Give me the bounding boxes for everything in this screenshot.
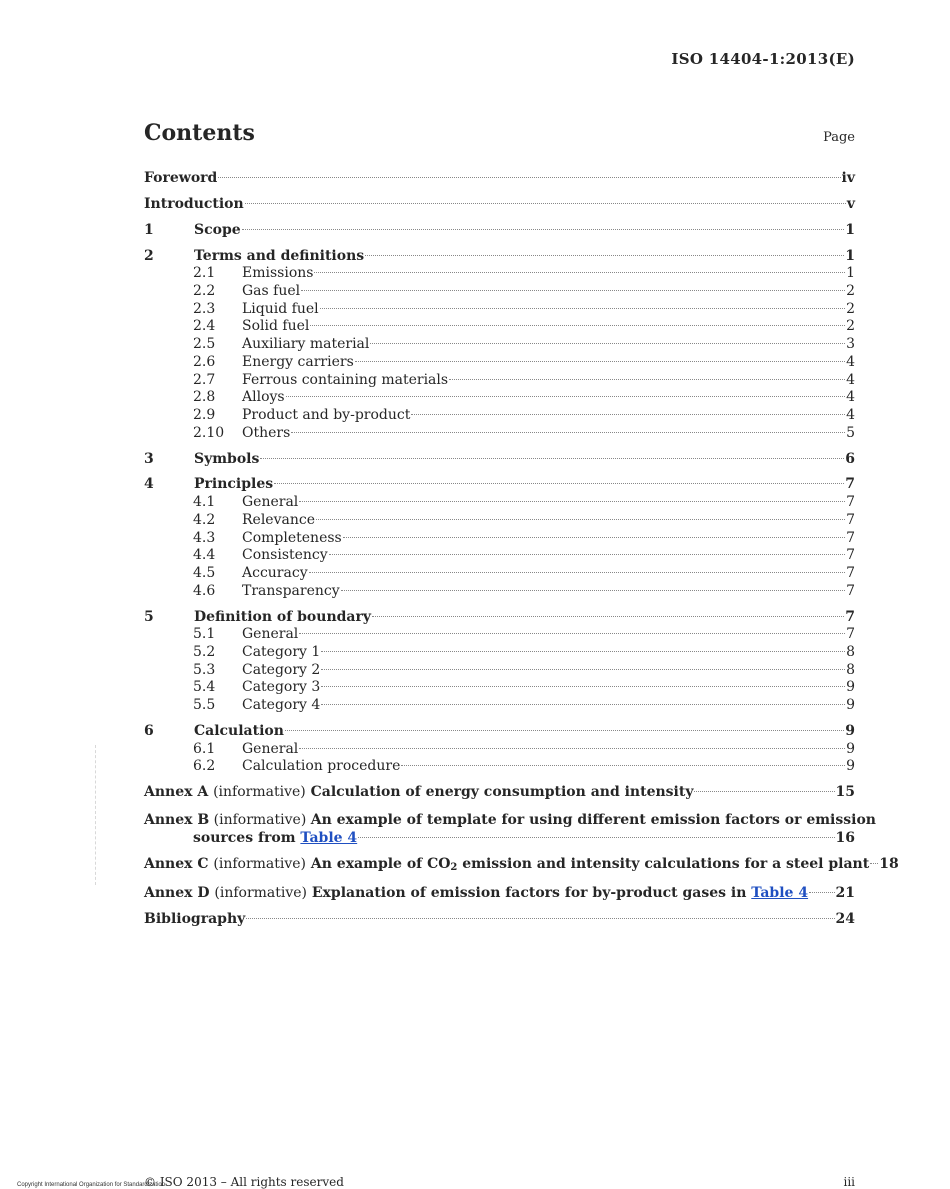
entry-label: Completeness bbox=[242, 529, 342, 546]
bibliography-page: 24 bbox=[835, 910, 855, 927]
page-title: Contents bbox=[144, 120, 255, 146]
entry-label: General bbox=[242, 740, 299, 757]
entry-label: Consistency bbox=[242, 547, 328, 564]
leader-dots bbox=[372, 616, 844, 617]
entry-page: 7 bbox=[845, 608, 855, 625]
entry-number: 3 bbox=[144, 450, 154, 467]
entry-number: 2.8 bbox=[193, 389, 216, 406]
entry-number: 4.6 bbox=[193, 582, 216, 599]
leader-dots bbox=[355, 361, 845, 362]
entry-label: Symbols bbox=[194, 450, 260, 467]
annex-a-page: 15 bbox=[835, 784, 855, 801]
entry-number: 2.10 bbox=[193, 424, 225, 441]
toc-subclause-2-5[interactable] bbox=[144, 336, 855, 354]
margin-marks bbox=[95, 745, 100, 885]
entry-number: 6 bbox=[144, 723, 154, 739]
annex-d-name: Annex D bbox=[144, 884, 210, 901]
entry-page: 7 bbox=[846, 626, 855, 643]
toc-subclause-6-2[interactable] bbox=[144, 758, 855, 776]
annex-b-table-link[interactable]: Table 4 bbox=[300, 830, 358, 847]
entry-page: 9 bbox=[845, 723, 855, 739]
entry-page: 7 bbox=[846, 511, 855, 528]
entry-page: 8 bbox=[846, 644, 855, 660]
annex-a-title: Calculation of energy consumption and intensity bbox=[310, 784, 694, 801]
entry-page: 6 bbox=[845, 450, 855, 467]
entry-page: 1 bbox=[845, 247, 855, 264]
footer-watermark: Copyright International Organization for Standardization bbox=[17, 1182, 166, 1188]
leader-dots bbox=[321, 669, 845, 670]
leader-dots bbox=[365, 255, 844, 256]
entry-page: 3 bbox=[846, 336, 855, 353]
leader-dots bbox=[285, 730, 844, 731]
entry-number: 4 bbox=[144, 476, 154, 493]
entry-number: 1 bbox=[144, 221, 154, 238]
entry-page: 5 bbox=[846, 424, 855, 441]
entry-page: 4 bbox=[846, 353, 855, 370]
entry-page: 4 bbox=[846, 371, 855, 388]
entry-page: 2 bbox=[846, 300, 855, 317]
leader-dots bbox=[321, 704, 845, 705]
toc-subclause-5-2[interactable] bbox=[144, 644, 855, 662]
entry-label: Category 1 bbox=[242, 644, 321, 660]
footer-copyright: © ISO 2013 – All rights reserved bbox=[144, 1175, 344, 1189]
entry-label: Auxiliary material bbox=[242, 336, 370, 353]
leader-dots bbox=[246, 918, 834, 919]
entry-number: 6.2 bbox=[193, 758, 216, 775]
toc-clause-1[interactable] bbox=[144, 222, 855, 240]
toc-subclause-2-2[interactable] bbox=[144, 283, 855, 301]
toc-subclause-5-5[interactable] bbox=[144, 697, 855, 715]
entry-number: 4.3 bbox=[193, 529, 216, 546]
entry-page: 9 bbox=[846, 758, 855, 775]
bibliography-label: Bibliography bbox=[144, 910, 246, 927]
toc-subclause-2-10[interactable] bbox=[144, 425, 855, 443]
leader-dots bbox=[870, 863, 878, 864]
annex-b-page: 16 bbox=[835, 830, 855, 847]
annex-c-title bbox=[311, 856, 869, 872]
leader-dots bbox=[694, 791, 834, 792]
footer-page-number: iii bbox=[843, 1175, 855, 1189]
entry-label: Transparency bbox=[242, 582, 340, 599]
toc-entry-introduction[interactable] bbox=[144, 196, 855, 214]
entry-number: 5.5 bbox=[193, 697, 216, 714]
table-of-contents bbox=[144, 170, 899, 929]
entry-page: iv bbox=[841, 170, 855, 186]
toc-annex-a[interactable] bbox=[144, 784, 855, 802]
entry-page: 7 bbox=[846, 494, 855, 511]
leader-dots bbox=[321, 686, 845, 687]
leader-dots bbox=[242, 229, 845, 230]
toc-subclause-2-8[interactable] bbox=[144, 389, 855, 407]
toc-bibliography[interactable] bbox=[144, 911, 855, 929]
toc-clauses bbox=[144, 222, 855, 776]
entry-number: 2.7 bbox=[193, 371, 216, 388]
annex-c-name: Annex C bbox=[144, 856, 209, 873]
annex-c-page: 18 bbox=[879, 856, 899, 873]
entry-number: 5.3 bbox=[193, 661, 216, 678]
annex-b-name: Annex B bbox=[144, 812, 210, 829]
annex-b-title-line1: An example of template for using different emission factors or emission bbox=[310, 812, 876, 829]
entry-label: Foreword bbox=[144, 170, 218, 186]
leader-dots bbox=[260, 458, 844, 459]
entry-page: 9 bbox=[846, 740, 855, 757]
entry-label: Calculation procedure bbox=[242, 758, 401, 775]
annex-b-informative: (informative) bbox=[213, 812, 307, 829]
leader-dots bbox=[809, 892, 834, 893]
entry-page: 1 bbox=[846, 265, 855, 282]
entry-label: Scope bbox=[194, 221, 241, 238]
toc-annex-b[interactable] bbox=[144, 810, 876, 848]
leader-dots bbox=[343, 537, 845, 538]
toc-subclause-5-1[interactable] bbox=[144, 626, 855, 644]
entry-number: 5 bbox=[144, 608, 154, 625]
leader-dots bbox=[320, 308, 845, 309]
entry-label: Emissions bbox=[242, 265, 314, 282]
toc-entry-foreword[interactable] bbox=[144, 170, 855, 188]
toc-subclause-5-3[interactable] bbox=[144, 662, 855, 680]
entry-page: 9 bbox=[846, 697, 855, 714]
entry-label: Gas fuel bbox=[242, 283, 301, 300]
entry-label: Liquid fuel bbox=[242, 300, 319, 317]
leader-dots bbox=[218, 177, 840, 178]
entry-label: Product and by-product bbox=[242, 407, 411, 423]
entry-number: 2.6 bbox=[193, 353, 216, 370]
entry-number: 5.2 bbox=[193, 644, 216, 660]
entry-number: 2 bbox=[144, 247, 154, 264]
leader-dots bbox=[299, 501, 845, 502]
toc-clause-4[interactable] bbox=[144, 476, 855, 494]
leader-dots bbox=[341, 590, 845, 591]
entry-number: 2.9 bbox=[193, 407, 216, 423]
entry-page: 7 bbox=[846, 565, 855, 581]
toc-clause-5[interactable] bbox=[144, 609, 855, 627]
leader-dots bbox=[449, 379, 845, 380]
entry-number: 2.3 bbox=[193, 300, 216, 317]
toc-subclause-2-9[interactable] bbox=[144, 407, 855, 425]
leader-dots bbox=[316, 519, 845, 520]
annex-c-title-pre: An example of CO bbox=[310, 856, 451, 873]
entry-number: 6.1 bbox=[193, 740, 216, 757]
leader-dots bbox=[301, 290, 845, 291]
entry-page: 2 bbox=[846, 283, 855, 300]
leader-dots bbox=[309, 572, 845, 573]
leader-dots bbox=[314, 272, 845, 273]
annex-a-name: Annex A bbox=[144, 784, 209, 801]
entry-page: 7 bbox=[846, 547, 855, 564]
toc-clause-6[interactable] bbox=[144, 723, 855, 741]
annex-a-informative: (informative) bbox=[213, 784, 306, 801]
document-id: ISO 14404-1:2013(E) bbox=[671, 50, 855, 68]
toc-clause-2[interactable] bbox=[144, 248, 855, 266]
leader-dots bbox=[286, 396, 845, 397]
toc-subclause-4-2[interactable] bbox=[144, 512, 855, 530]
entry-page: 7 bbox=[845, 476, 855, 493]
leader-dots bbox=[321, 651, 845, 652]
entry-label: Solid fuel bbox=[242, 318, 310, 335]
leader-dots bbox=[411, 414, 845, 415]
entry-label: General bbox=[242, 626, 299, 643]
entry-label: Category 3 bbox=[242, 679, 321, 696]
leader-dots bbox=[370, 343, 845, 344]
leader-dots bbox=[310, 325, 845, 326]
toc-subclause-4-5[interactable] bbox=[144, 565, 855, 583]
entry-number: 5.4 bbox=[193, 679, 216, 696]
toc-subclause-4-3[interactable] bbox=[144, 530, 855, 548]
entry-label: Calculation bbox=[194, 723, 284, 739]
entry-number: 5.1 bbox=[193, 626, 216, 643]
entry-page: 7 bbox=[846, 582, 855, 599]
entry-label: Definition of boundary bbox=[194, 608, 371, 625]
annex-c-informative: (informative) bbox=[213, 856, 307, 873]
leader-dots bbox=[358, 837, 834, 838]
toc-subclause-2-6[interactable] bbox=[144, 354, 855, 372]
entry-label: Energy carriers bbox=[242, 353, 354, 370]
entry-label: General bbox=[242, 494, 299, 511]
annex-d-table-link[interactable]: Table 4 bbox=[751, 884, 809, 901]
toc-subclause-6-1[interactable] bbox=[144, 741, 855, 759]
entry-label: Others bbox=[242, 424, 291, 441]
entry-number: 4.1 bbox=[193, 494, 216, 511]
entry-page: 8 bbox=[846, 661, 855, 678]
entry-number: 4.4 bbox=[193, 547, 216, 564]
entry-label: Ferrous containing materials bbox=[242, 371, 449, 388]
leader-dots bbox=[291, 432, 845, 433]
toc-annex-d[interactable] bbox=[144, 885, 855, 903]
entry-number: 2.4 bbox=[193, 318, 216, 335]
toc-subclause-2-4[interactable] bbox=[144, 318, 855, 336]
toc-subclause-4-6[interactable] bbox=[144, 583, 855, 601]
entry-number: 2.1 bbox=[193, 265, 216, 282]
entry-label: Relevance bbox=[242, 511, 315, 528]
leader-dots bbox=[401, 765, 845, 766]
toc-subclause-4-4[interactable] bbox=[144, 547, 855, 565]
entry-page: 4 bbox=[846, 407, 855, 423]
leader-dots bbox=[299, 633, 845, 634]
toc-annex-c[interactable] bbox=[144, 856, 899, 877]
entry-label: Principles bbox=[194, 476, 274, 493]
annex-d-informative: (informative) bbox=[214, 884, 308, 901]
entry-number: 4.2 bbox=[193, 511, 216, 528]
entry-label: Alloys bbox=[242, 389, 285, 406]
toc-subclause-2-7[interactable] bbox=[144, 372, 855, 390]
toc-clause-3[interactable] bbox=[144, 451, 855, 469]
entry-page: v bbox=[846, 195, 855, 212]
annex-c-title-sub: 2 bbox=[450, 862, 458, 874]
toc-front-matter bbox=[144, 170, 855, 214]
annex-d-title: Explanation of emission factors for by-product gases in bbox=[311, 884, 747, 901]
entry-page: 7 bbox=[846, 529, 855, 546]
leader-dots bbox=[274, 483, 844, 484]
leader-dots bbox=[299, 748, 845, 749]
toc-subclause-2-1[interactable] bbox=[144, 265, 855, 283]
annex-b-title-line2: sources from bbox=[193, 830, 296, 847]
entry-label: Category 2 bbox=[242, 661, 321, 678]
entry-page: 1 bbox=[845, 221, 855, 238]
page-column-label: Page bbox=[823, 130, 855, 145]
annex-c-title-post: emission and intensity calculations for a steel plant bbox=[457, 856, 870, 873]
toc-subclause-4-1[interactable] bbox=[144, 494, 855, 512]
annex-d-page: 21 bbox=[835, 884, 855, 901]
entry-number: 4.5 bbox=[193, 565, 216, 581]
toc-subclause-2-3[interactable] bbox=[144, 301, 855, 319]
leader-dots bbox=[245, 203, 846, 204]
entry-number: 2.5 bbox=[193, 336, 216, 353]
entry-page: 9 bbox=[846, 679, 855, 696]
entry-page: 2 bbox=[846, 318, 855, 335]
entry-label: Terms and definitions bbox=[194, 247, 365, 264]
entry-label: Category 4 bbox=[242, 697, 321, 714]
entry-page: 4 bbox=[846, 389, 855, 406]
toc-subclause-5-4[interactable] bbox=[144, 679, 855, 697]
entry-label: Introduction bbox=[144, 195, 244, 212]
entry-number: 2.2 bbox=[193, 283, 216, 300]
entry-label: Accuracy bbox=[242, 565, 308, 581]
leader-dots bbox=[329, 554, 845, 555]
